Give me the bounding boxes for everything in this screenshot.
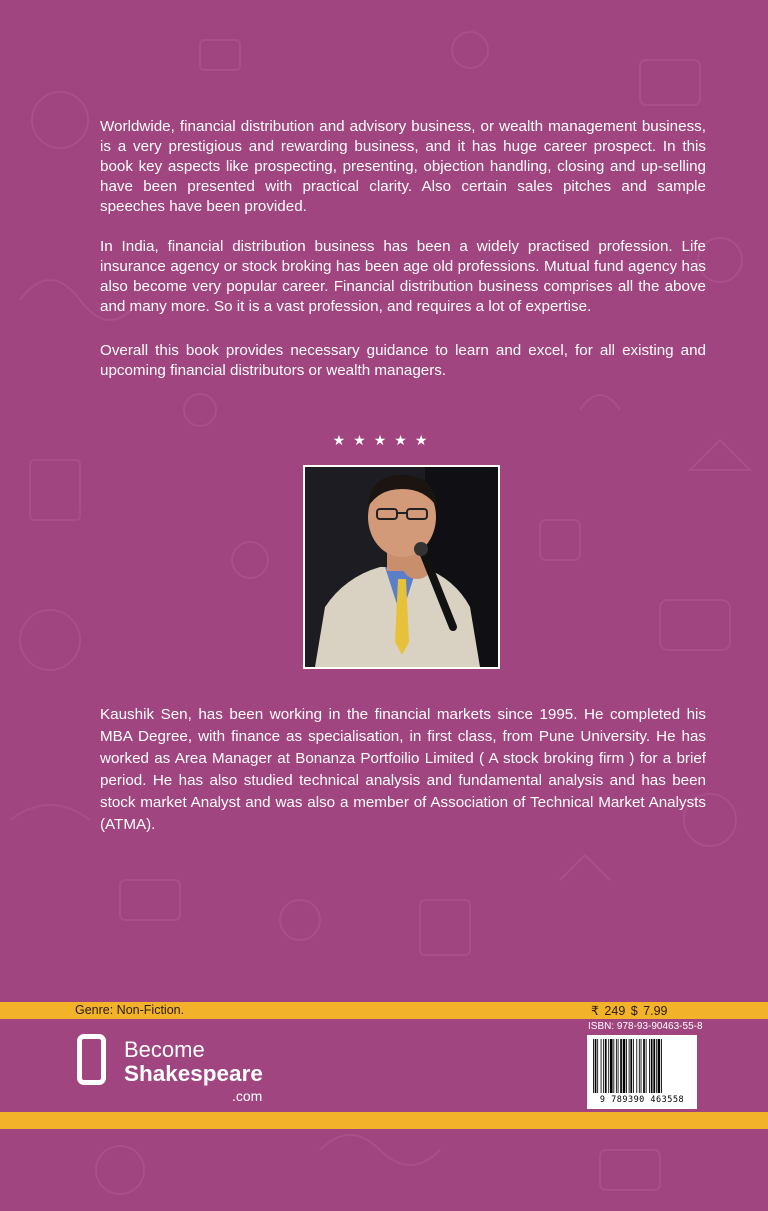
price-label: ₹ 249 $ 7.99 [591,1004,668,1018]
publisher-name-line2: Shakespeare [124,1061,263,1086]
blurb-paragraph-2: In India, financial distribution business has been a widely practised profession. Life insurance agency or stock broking has been age old professions. Mutual fund agency has also become very popular career. Financial distribution business comprises all the above and many more. So it is a vast profession, and requires a lot of expertise. [100,238,706,315]
publisher-logo [77,1033,287,1103]
bottom-accent-bar [0,1112,768,1129]
star-divider: ★★★★★ [332,432,436,448]
publisher-name-line1: Become [124,1037,205,1062]
genre-label: Genre: Non-Fiction. [75,1003,185,1017]
author-bio: Kaushik Sen, has been working in the financial markets since 1995. He completed his MBA Degree, with finance as specialisation, in first class, from Pune University. He has worked as Area Manager at Bonanza Portfoilio Limited ( A stock broking firm ) for a brief period. He has also studied technical analysis and fundamental analysis and has been stock market Analyst and was also a member of Association of Technical Market Analysts (ATMA). [100,706,706,833]
isbn-label: ISBN: 978-93-90463-55-8 [588,1021,703,1032]
blurb-paragraph-1: Worldwide, financial distribution and advisory business, or wealth management business, is a very prestigious and rewarding business, and it has huge career prospect. In this book key aspects like prospecting, presenting, objection handling, closing and up-selling have been presented with practical clarity. Also certain sales pitches and sample speeches have been provided. [100,118,706,215]
genre-price-bar [0,1002,768,1019]
barcode-digits: 9 789390 463558 [599,1095,685,1105]
author-photo [303,465,500,669]
book-icon [77,1034,106,1085]
barcode [587,1035,697,1109]
publisher-name-line3: .com [232,1088,263,1104]
blurb-paragraph-3: Overall this book provides necessary guidance to learn and excel, for all existing and upcoming financial distributors or wealth managers. [100,342,706,379]
